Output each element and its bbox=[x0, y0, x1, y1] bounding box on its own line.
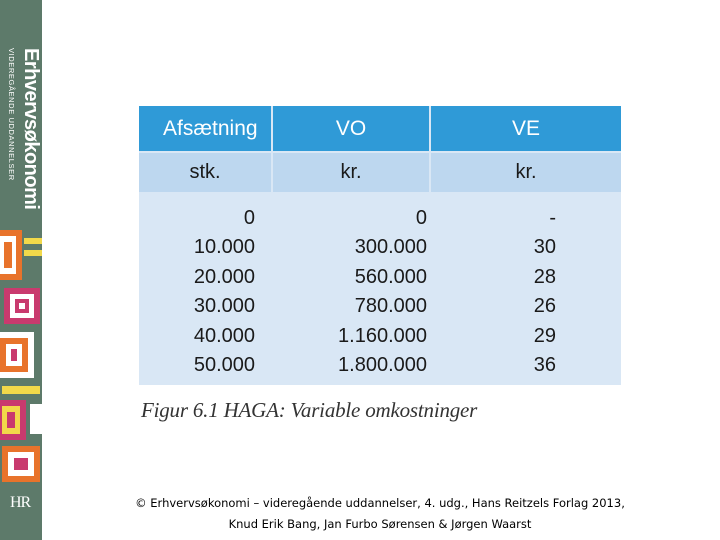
header-vo: VO bbox=[273, 106, 429, 151]
table-cell: 10.000 bbox=[193, 236, 255, 259]
table-cell: 560.000 bbox=[354, 265, 427, 288]
table-cell: 300.000 bbox=[354, 236, 427, 259]
table-cell: 26 bbox=[533, 295, 556, 318]
data-table bbox=[139, 106, 621, 385]
table-cell: 780.000 bbox=[354, 295, 427, 318]
footer-authors: Knud Erik Bang, Jan Furbo Sørensen & Jørgen Waarst bbox=[228, 517, 532, 531]
footer-copyright: © Erhvervsøkonomi – videregående uddannelser, 4. udg., Hans Reitzels Forlag 2013, bbox=[135, 496, 625, 510]
unit-stk: stk. bbox=[139, 153, 271, 192]
header-afsaetning: Afsætning bbox=[139, 106, 271, 151]
unit-kr-vo: kr. bbox=[273, 153, 429, 192]
column-afsaetning bbox=[139, 204, 255, 380]
table-cell: 1.160.000 bbox=[338, 324, 427, 347]
brand-title: Erhvervsøkonomi bbox=[20, 48, 42, 210]
brand-block bbox=[2, 48, 42, 208]
column-vo bbox=[273, 204, 427, 380]
table-cell: 50.000 bbox=[193, 353, 255, 376]
table-cell: 1.800.000 bbox=[338, 353, 427, 376]
table-cell: 30 bbox=[533, 236, 556, 259]
unit-kr-ve: kr. bbox=[431, 153, 621, 192]
brand-subtitle: VIDEREGÅENDE UDDANNELSER bbox=[7, 48, 16, 181]
sidebar bbox=[0, 0, 42, 540]
publisher-logo: HR bbox=[10, 494, 31, 511]
table-cell: 28 bbox=[533, 265, 556, 288]
figure-caption: Figur 6.1 HAGA: Variable omkostninger bbox=[141, 398, 478, 422]
decorative-pattern bbox=[0, 228, 42, 488]
table-cell: 30.000 bbox=[193, 295, 255, 318]
table-cell: 0 bbox=[243, 207, 255, 229]
table-cell: 40.000 bbox=[193, 324, 255, 347]
table-cell: 0 bbox=[415, 207, 427, 229]
header-ve: VE bbox=[431, 106, 621, 151]
table-cell: 36 bbox=[533, 353, 556, 376]
table-cell: - bbox=[549, 207, 556, 229]
table-cell: 29 bbox=[533, 324, 556, 347]
table-cell: 20.000 bbox=[193, 265, 255, 288]
column-ve bbox=[431, 204, 556, 380]
